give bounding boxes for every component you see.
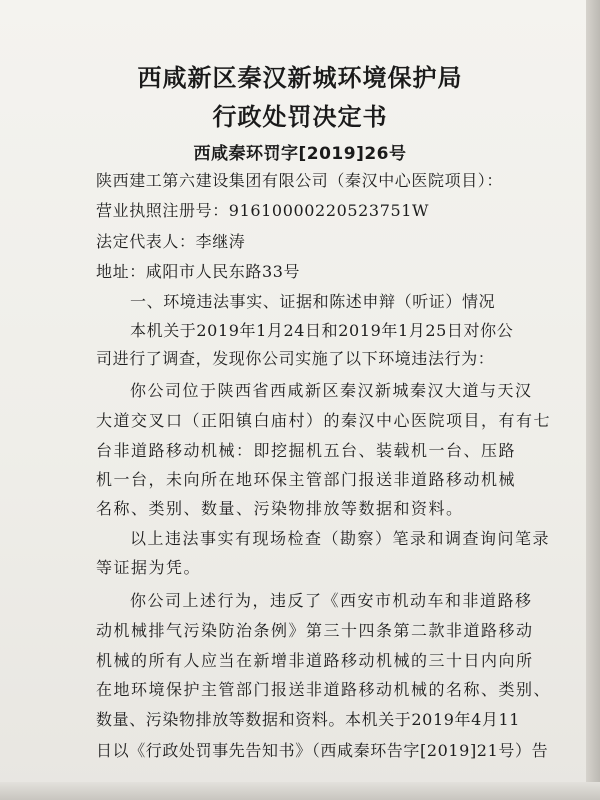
page-bottom-shadow	[0, 782, 600, 800]
body-line: 司进行了调查，发现你公司实施了以下环境违法行为：	[96, 349, 495, 368]
body-line: 日以《行政处罚事先告知书》（西咸秦环告字[2019]21号）告	[96, 741, 549, 760]
body-line: 在地环境保护主管部门报送非道路移动机械的名称、类别、	[96, 680, 552, 699]
body-line: 等证据为凭。	[96, 558, 202, 577]
recipient-line: 陕西建工第六建设集团有限公司（秦汉中心医院项目）：	[96, 171, 504, 190]
issuing-authority: 西咸新区秦汉新城环境保护局	[137, 64, 463, 92]
body-line: 你公司位于陕西省西咸新区秦汉新城秦汉大道与天汉	[130, 381, 533, 400]
body-line: 动机械排气污染防治条例》第三十四条第二款非道路移动	[96, 621, 534, 640]
body-line: 机械的所有人应当在新增非道路移动机械的三十日内向所	[96, 651, 534, 670]
body-line: 本机关于2019年1月24日和2019年1月25日对你公	[130, 321, 514, 340]
body-line: 名称、类别、数量、污染物排放等数据和资料。	[96, 499, 464, 518]
license-number-line: 营业执照注册号：91610000220523751W	[96, 201, 430, 220]
address-line: 地址：咸阳市人民东路33号	[96, 262, 301, 281]
body-line: 台非道路移动机械：即挖掘机五台、装载机一台、压路	[96, 441, 517, 460]
document-number: 西咸秦环罚字[2019]26号	[193, 144, 407, 164]
body-line: 数量、污染物排放等数据和资料。本机关于2019年4月11	[96, 710, 521, 729]
body-line: 大道交叉口（正阳镇白庙村）的秦汉中心医院项目，有有七	[96, 411, 552, 430]
body-line: 你公司上述行为，违反了《西安市机动车和非道路移	[130, 591, 533, 610]
body-line: 机一台，未向所在地环保主管部门报送非道路移动机械	[96, 470, 517, 489]
legal-representative-line: 法定代表人：李继涛	[96, 232, 246, 251]
section-heading: 一、环境违法事实、证据和陈述申辩（听证）情况	[130, 292, 496, 311]
document-title: 行政处罚决定书	[212, 103, 388, 131]
body-line: 以上违法事实有现场检查（勘察）笔录和调查询问笔录	[130, 529, 551, 548]
